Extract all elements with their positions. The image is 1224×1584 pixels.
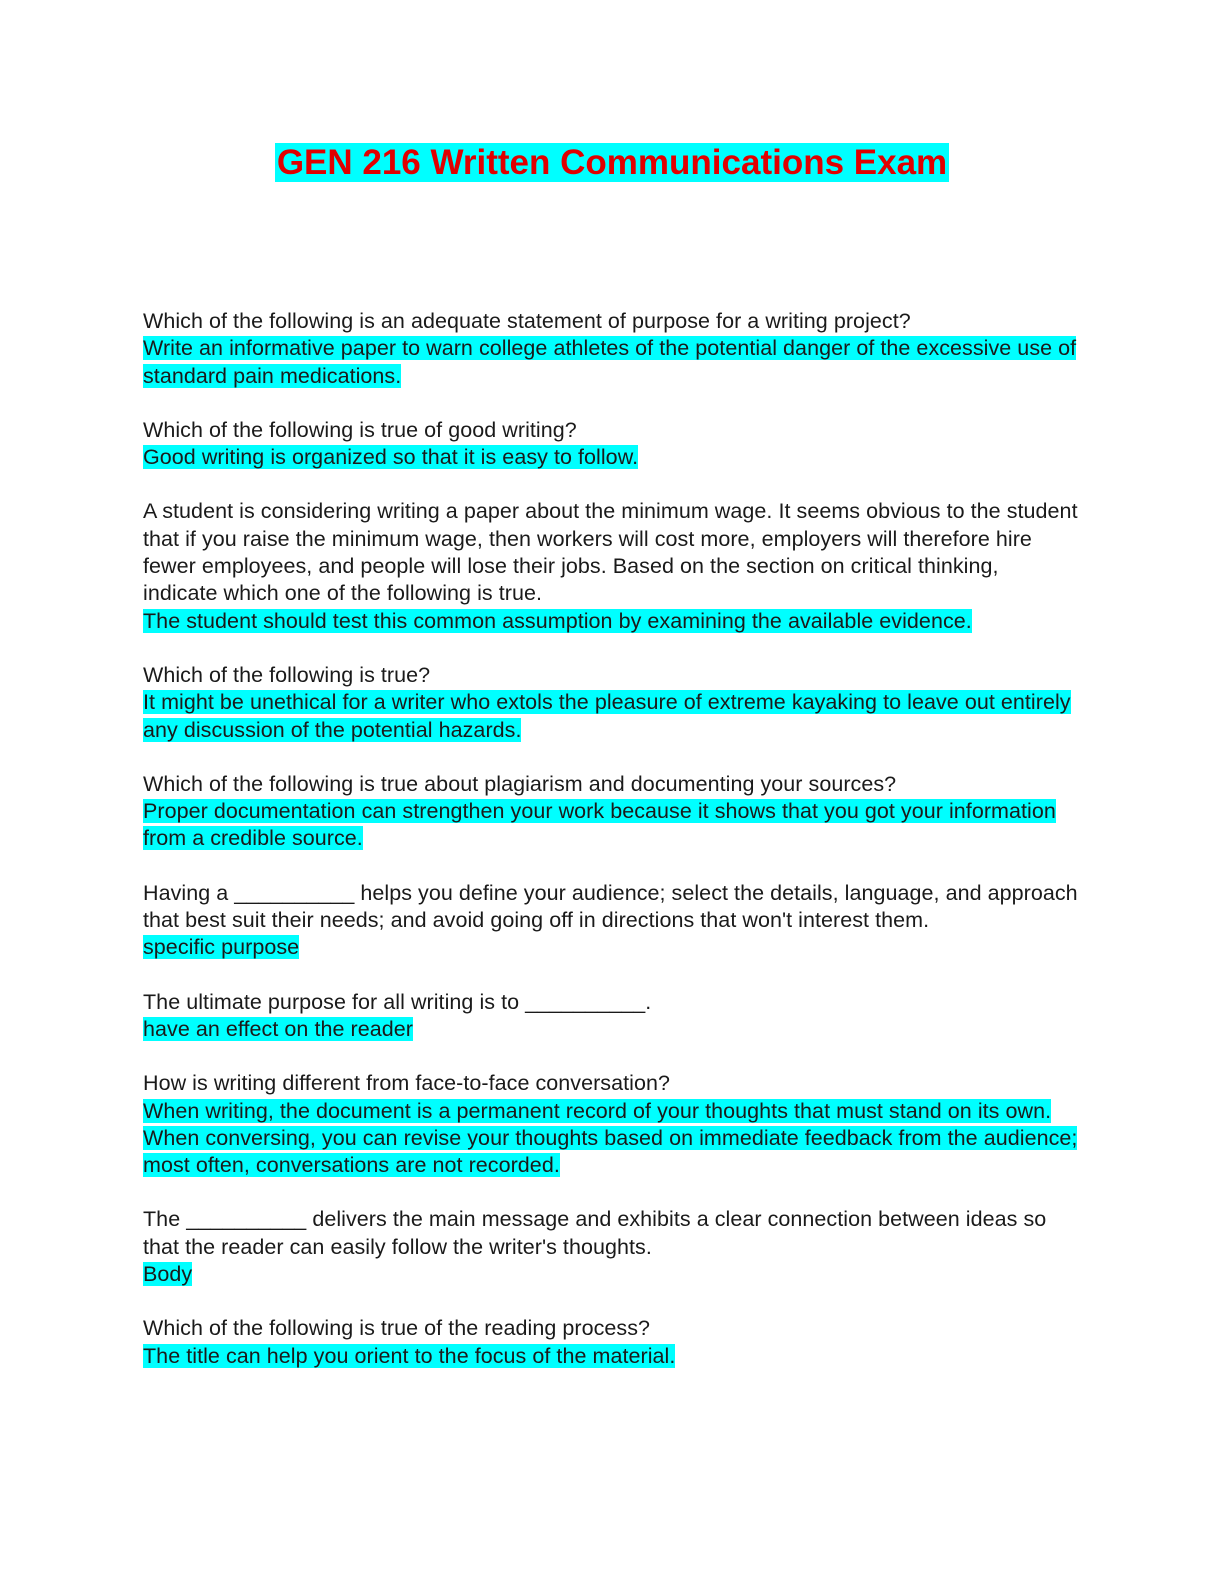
document-title [0, 141, 1224, 185]
answer-text [143, 608, 1078, 635]
qa-item [143, 1070, 1078, 1179]
answer-highlight: specific purpose [143, 935, 300, 960]
qa-item [143, 308, 1078, 390]
answer-highlight: The title can help you orient to the focus of the material. [143, 1343, 676, 1368]
qa-item [143, 498, 1078, 634]
question-text: A student is considering writing a paper about the minimum wage. It seems obvious to the student that if you raise the minimum wage, then workers will cost more, employers will therefore hire fewer employees, and people will lose their jobs. Based on the section on critical thinking, indicate which one of the following is true. [143, 499, 1078, 606]
answer-text [143, 1343, 1078, 1370]
qa-item [143, 662, 1078, 744]
answer-highlight: Proper documentation can strengthen your work because it shows that you got your information from a credible source. [143, 799, 1056, 851]
answer-highlight: It might be unethical for a writer who extols the pleasure of extreme kayaking to leave out entirely any discussion of the potential hazards. [143, 690, 1071, 742]
question-text: Which of the following is an adequate statement of purpose for a writing project? [143, 309, 911, 333]
answer-highlight: When writing, the document is a permanent record of your thoughts that must stand on its own. When conversing, you can revise your thoughts based on immediate feedback from the audience; most often, conversations are not recorded. [143, 1098, 1078, 1178]
answer-text [143, 444, 1078, 471]
answer-highlight: have an effect on the reader [143, 1016, 413, 1041]
question-text: Having a __________ helps you define your audience; select the details, language, and approach that best suit their needs; and avoid going off in directions that won't interest them. [143, 880, 1078, 933]
answer-text [143, 689, 1078, 744]
answer-text [143, 335, 1078, 390]
qa-item [143, 771, 1078, 853]
answer-text [143, 934, 1078, 961]
answer-text [143, 1261, 1078, 1288]
question-text: Which of the following is true of the reading process? [143, 1316, 651, 1341]
qa-list [143, 308, 1078, 1397]
question-text: Which of the following is true about plagiarism and documenting your sources? [143, 771, 897, 796]
qa-item [143, 1206, 1078, 1288]
answer-text [143, 1098, 1078, 1180]
qa-item [143, 417, 1078, 472]
answer-text [143, 798, 1078, 853]
question-text: Which of the following is true of good writing? [143, 417, 577, 442]
question-text: The __________ delivers the main message and exhibits a clear connection between ideas so that the reader can easily follow the writer's thoughts. [143, 1207, 1047, 1259]
question-text: Which of the following is true? [143, 662, 431, 687]
qa-item [143, 880, 1078, 962]
answer-highlight: Body [143, 1262, 193, 1287]
answer-highlight: Write an informative paper to warn college athletes of the potential danger of the excessive use of standard pain medications. [143, 336, 1077, 388]
qa-item [143, 1315, 1078, 1370]
answer-highlight: The student should test this common assumption by examining the available evidence. [143, 608, 972, 633]
qa-item [143, 989, 1078, 1044]
answer-text [143, 1016, 1078, 1043]
question-text: How is writing different from face-to-face conversation? [143, 1071, 670, 1096]
document-title-text: GEN 216 Written Communications Exam [276, 143, 948, 182]
answer-highlight: Good writing is organized so that it is easy to follow. [143, 445, 639, 470]
question-text: The ultimate purpose for all writing is to __________. [143, 989, 652, 1014]
